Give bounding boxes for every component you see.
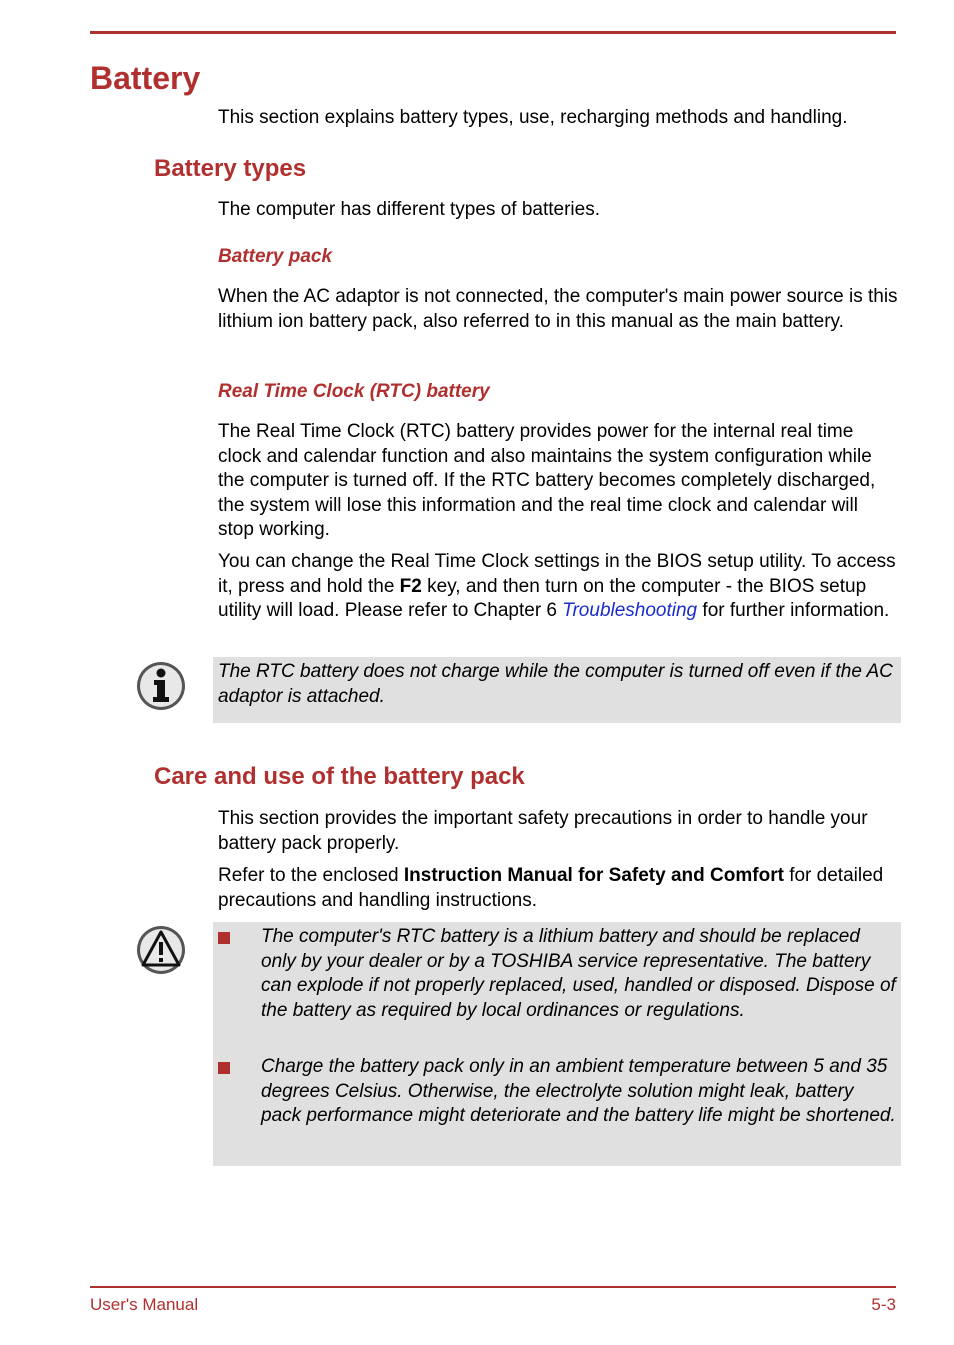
warning-icon bbox=[136, 925, 186, 980]
rtc-body-2-a: You can change the Real Time Clock settings in the BIOS setup utility. To access it, press and hold the bbox=[218, 551, 896, 597]
f2-key: F2 bbox=[399, 575, 422, 597]
manual-title: Instruction Manual for Safety and Comfort bbox=[403, 865, 784, 886]
care-body-2-a: Refer to the enclosed bbox=[218, 865, 404, 886]
footer-left: User's Manual bbox=[90, 1295, 199, 1314]
rtc-heading: Real Time Clock (RTC) battery bbox=[218, 381, 490, 402]
troubleshooting-link[interactable]: Troubleshooting bbox=[562, 600, 698, 621]
info-icon bbox=[136, 661, 186, 716]
rtc-note-text: The RTC battery does not charge while the computer is turned off even if the AC adaptor is attached. bbox=[218, 661, 893, 707]
care-heading: Care and use of the battery pack bbox=[154, 763, 525, 790]
battery-pack-heading: Battery pack bbox=[218, 246, 333, 267]
footer-page-number: 5-3 bbox=[871, 1295, 896, 1314]
care-warning-box bbox=[213, 922, 901, 1166]
care-body-2-b: for detailed precautions and handling instructions. bbox=[218, 865, 884, 911]
rtc-body-2-b: key, and then turn on the computer - the BIOS setup utility will load. Please refer to Chapter 6 bbox=[218, 575, 867, 621]
bullet-marker bbox=[218, 932, 230, 944]
rtc-body-2 bbox=[218, 550, 898, 624]
care-body-2 bbox=[218, 864, 898, 913]
page-title: Battery bbox=[90, 60, 201, 96]
rtc-body-1: The Real Time Clock (RTC) battery provides power for the internal real time clock and calendar function and also maintains the system configuration while the computer is turned off. If the RTC battery becomes completely discharged, the system will lose this information and the real time clock and calendar will stop working. bbox=[218, 421, 876, 540]
rtc-body-2-c: for further information. bbox=[697, 600, 890, 621]
battery-types-heading: Battery types bbox=[154, 155, 307, 182]
bottom-rule bbox=[90, 1286, 896, 1288]
warning-item: The computer's RTC battery is a lithium battery and should be replaced only by your dealer or by a TOSHIBA service representative. The battery can explode if not properly replaced, used, handled or disposed. Dispose of the battery as required by local ordinances or regulations. bbox=[261, 926, 896, 1021]
bullet-marker bbox=[218, 1062, 230, 1074]
top-rule bbox=[90, 31, 896, 34]
battery-types-intro: The computer has different types of batteries. bbox=[218, 199, 600, 220]
battery-pack-body: When the AC adaptor is not connected, the computer's main power source is this lithium ion battery pack, also referred to in this manual as the main battery. bbox=[218, 286, 898, 332]
care-body-1: This section provides the important safety precautions in order to handle your battery pack properly. bbox=[218, 808, 868, 854]
rtc-note-box bbox=[213, 657, 901, 723]
warning-item: Charge the battery pack only in an ambient temperature between 5 and 35 degrees Celsius. Otherwise, the electrolyte solution might leak, battery pack performance might deteriorate and the battery life might be shortened. bbox=[261, 1056, 896, 1126]
page-intro: This section explains battery types, use, recharging methods and handling. bbox=[218, 107, 848, 128]
